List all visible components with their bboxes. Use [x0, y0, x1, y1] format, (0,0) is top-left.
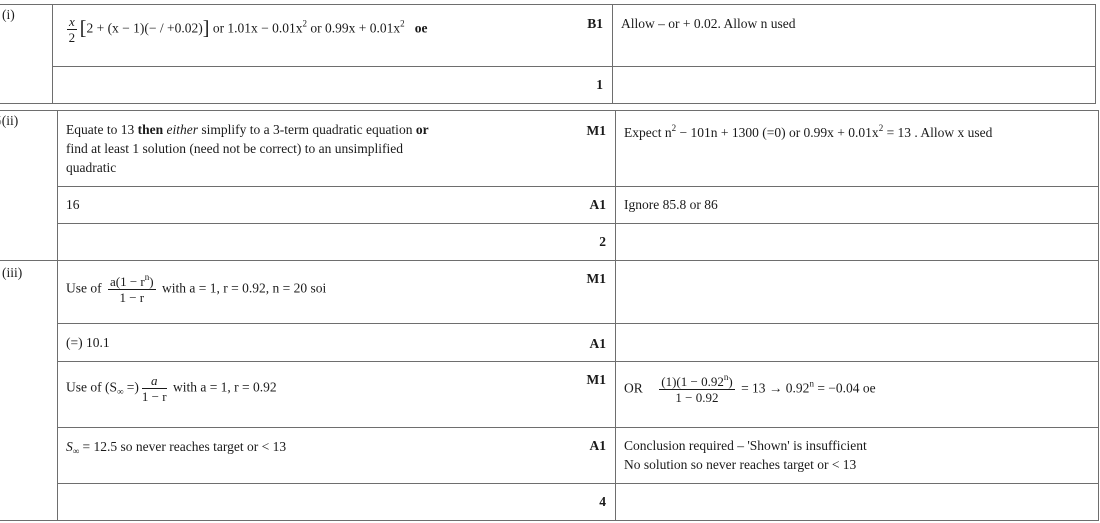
divider [0, 520, 1099, 521]
question-label: (i) [2, 7, 15, 22]
guidance-text: Expect $n^2 - 101n + 1300$ (=0) or $0.99x + 0.01x^2 = 13$ . Allow x used [624, 123, 993, 140]
fraction: $\frac{x}{2}$ [68, 14, 76, 45]
total-marks: 4 [599, 494, 606, 509]
mark-code: A1 [589, 336, 606, 351]
answer-text: (=) 10.1 [66, 335, 110, 350]
answer-text: $\frac{x}{2}$ [2 + (x − 1)(− / +0.02)] or $1.01x - 0.01x^2$ or $0.99x + 0.01x^2$ oe [68, 14, 428, 45]
divider [57, 427, 1099, 428]
fraction: $\frac{a(1 - r^n)}{1 - r}$ [110, 272, 154, 305]
answer-text: $S_\infty = 12.5$ so never reaches target or < 13 [66, 439, 287, 456]
divider [57, 186, 1099, 187]
divider [57, 483, 1099, 484]
mark-code: A1 [589, 438, 606, 453]
answer-text: quadratic [66, 160, 117, 175]
divider [615, 110, 616, 520]
total-marks: 2 [599, 234, 606, 249]
divider [0, 4, 1096, 5]
divider [0, 110, 1099, 111]
question-label: (iii) [2, 265, 23, 280]
answer-text: Equate to 13 then either simplify to a 3-term quadratic equation or [66, 122, 429, 137]
guidance-text: Allow – or + 0.02. Allow n used [621, 16, 796, 31]
answer-text: find at least 1 solution (need not be correct) to an unsimplified [66, 141, 404, 156]
guidance-text: Conclusion required – 'Shown' is insufficient [624, 438, 867, 453]
guidance-text: Ignore 85.8 or 86 [624, 197, 718, 212]
fraction: $\frac{a}{1 - r}$ [141, 373, 167, 404]
answer-text: 16 [66, 197, 80, 212]
divider [0, 103, 1096, 104]
divider [52, 4, 53, 103]
mark-code: B1 [587, 16, 603, 31]
fraction: $\frac{(1)(1 - 0.92^n)}{1 - 0.92}$ [661, 372, 733, 405]
guidance-text: No solution so never reaches target or < 13 [624, 457, 857, 472]
divider [57, 110, 58, 520]
mark-code: M1 [586, 271, 606, 286]
mark-code: M1 [586, 372, 606, 387]
divider [57, 323, 1099, 324]
mark-code: A1 [589, 197, 606, 212]
guidance-text: OR $\frac{(1)(1 - 0.92^n)}{1 - 0.92}$ = $13 \to 0.92^n = -0.04$ oe [624, 372, 876, 405]
answer-text: Use of $\frac{a(1 - r^n)}{1 - r}$ with a = 1, r = 0.92, n = 20 soi [66, 272, 327, 305]
question-label: (ii) [1, 113, 19, 128]
divider [52, 66, 1096, 67]
total-marks: 1 [596, 77, 603, 92]
divider [1098, 110, 1099, 520]
mark-code: M1 [586, 123, 606, 138]
divider [57, 223, 1099, 224]
divider [612, 4, 613, 103]
divider [57, 361, 1099, 362]
divider [1095, 4, 1096, 103]
answer-text: Use of ($S_\infty$ =) $\frac{a}{1 - r}$ with a = 1, r = 0.92 [66, 373, 277, 404]
divider [0, 260, 1099, 261]
